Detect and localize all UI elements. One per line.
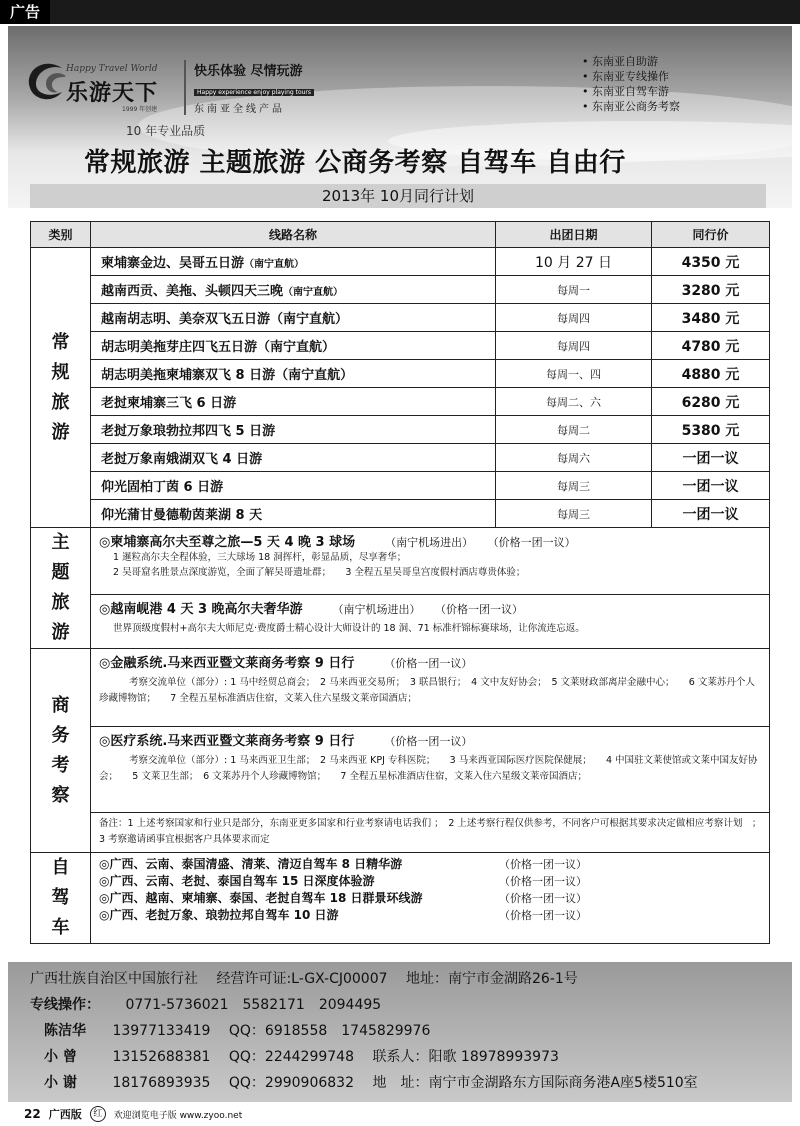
table-row: [31, 500, 770, 528]
table-row: [31, 388, 770, 416]
route-date: 每周二: [496, 416, 652, 444]
header-route: 线路名称: [91, 222, 496, 248]
contact-name: 陈洁华: [44, 1023, 86, 1039]
company-address: 地址：南宁市金湖路26-1号: [405, 971, 578, 987]
route-date: 10 月 27 日: [496, 248, 652, 276]
route-date: 每周四: [496, 304, 652, 332]
table-row: [31, 416, 770, 444]
category-regular: [31, 248, 91, 528]
self-drive-item: ◎广西、越南、柬埔寨、泰国、老挝自驾车 18 日群景环线游 （价格一团一议）: [99, 891, 587, 905]
business-block: [91, 649, 770, 727]
route-price: 一团一议: [652, 500, 770, 528]
business-row: [31, 727, 770, 813]
service-item: • 东南亚公商务考察: [582, 99, 680, 114]
route-name: 老挝万象琅勃拉邦四飞 5 日游: [91, 416, 496, 444]
slogan-sub: 东南亚全线产品: [194, 104, 285, 115]
company-name: 广西壮族自治区中国旅行社: [30, 971, 198, 987]
route-date: 每周三: [496, 472, 652, 500]
route-date: 每周三: [496, 500, 652, 528]
theme-detail: 1 暹粒高尔夫全程体验，三大球场 18 洞挥杆，彰显品质，尽享奢华；: [113, 552, 407, 563]
ad-tag-bar: [0, 0, 800, 24]
business-block: [91, 727, 770, 813]
service-item: • 东南亚自驾车游: [582, 84, 680, 99]
route-date: 每周一: [496, 276, 652, 304]
header-date: 出团日期: [496, 222, 652, 248]
business-title: ◎医疗系统.马来西亚暨文莱商务考察 9 日行 （价格一团一议）: [99, 734, 473, 749]
magazine-edition: 广西版: [48, 1108, 82, 1121]
contact-line: [30, 1018, 770, 1044]
category-label: 自 驾 车: [51, 857, 70, 938]
logo-founded: 1999 年创建: [122, 106, 158, 113]
table-row: [31, 444, 770, 472]
contact-line: [30, 1044, 770, 1070]
self-drive-item: ◎广西、云南、老挝、泰国自驾车 15 日深度体验游 （价格一团一议）: [99, 874, 587, 888]
category-self-drive: [31, 853, 91, 944]
route-date: 每周四: [496, 332, 652, 360]
logo: [22, 56, 192, 116]
route-name: 柬埔寨金边、吴哥五日游（南宁直航）: [91, 248, 496, 276]
category-label: 主 题 旅 游: [51, 532, 70, 643]
route-name: 越南胡志明、美奈双飞五日游（南宁直航）: [91, 304, 496, 332]
table-row: [31, 248, 770, 276]
route-price: 4780 元: [652, 332, 770, 360]
page-number: 22: [24, 1107, 41, 1121]
contact-phone: 18176893935: [112, 1075, 211, 1091]
route-price: 6280 元: [652, 388, 770, 416]
route-price: 4350 元: [652, 248, 770, 276]
page-footer: [24, 1106, 242, 1122]
category-theme: [31, 528, 91, 649]
contact-qq: QQ：2990906832: [228, 1075, 355, 1091]
theme-row: [31, 528, 770, 595]
theme-title: ◎柬埔寨高尔夫至尊之旅—5 天 4 晚 3 球场 （南宁机场进出） （价格一团一议）: [99, 535, 576, 550]
table-row: [31, 360, 770, 388]
route-name: 胡志明美拖芽庄四飞五日游（南宁直航）: [91, 332, 496, 360]
table-row: [31, 472, 770, 500]
table-header-row: [31, 222, 770, 248]
route-price: 4880 元: [652, 360, 770, 388]
business-note: [91, 813, 770, 853]
slogan: [184, 60, 314, 115]
website: 欢迎浏览电子版 www.zyoo.net: [113, 1110, 243, 1121]
theme-title: ◎越南岘港 4 天 3 晚高尔夫奢华游 （南宁机场进出） （价格一团一议）: [99, 601, 524, 617]
self-drive-item: ◎广西、云南、泰国清盛、清莱、清迈自驾车 8 日精华游 （价格一团一议）: [99, 857, 587, 871]
plan-title: 2013年 10月同行计划: [30, 184, 766, 208]
note-text: 备注：1 上述考察国家和行业只是部分，东南亚更多国家和行业考察请电话我们 ； 2 上述考察行程仅供参考，不同客户可根据其要求决定做相应考察计划 ； 3 考察邀请函事宜根据客户具体要求而定: [99, 818, 767, 845]
contact-qq: QQ：6918558 1745829976: [228, 1023, 431, 1039]
hotline-label: 专线操作：: [30, 997, 93, 1013]
contact-phone: 13152688381: [112, 1049, 211, 1065]
route-date: 每周二、六: [496, 388, 652, 416]
theme-block: [91, 528, 770, 595]
contact-phone: 13977133419: [112, 1023, 211, 1039]
route-price: 一团一议: [652, 444, 770, 472]
contact-line: [30, 1070, 770, 1096]
headline: 常规旅游 主题旅游 公商务考察 自驾车 自由行: [84, 148, 626, 178]
logo-chinese: 乐游天下: [66, 81, 159, 106]
route-date: 每周一、四: [496, 360, 652, 388]
service-list: [582, 54, 680, 114]
service-item: • 东南亚自助游: [582, 54, 680, 69]
business-title: ◎金融系统.马来西亚暨文莱商务考察 9 日行 （价格一团一议）: [99, 656, 473, 671]
swirl-logo-icon: [22, 56, 72, 106]
route-price: 一团一议: [652, 472, 770, 500]
service-item: • 东南亚专线操作: [582, 69, 680, 84]
contact-name: 小 谢: [44, 1075, 77, 1091]
route-name: 胡志明美拖柬埔寨双飞 8 日游（南宁直航）: [91, 360, 496, 388]
route-name: 越南西贡、美拖、头顿四天三晚（南宁直航）: [91, 276, 496, 304]
table-row: [31, 276, 770, 304]
license: 经营许可证:L-GX-CJ00007: [216, 971, 388, 987]
route-name: 老挝万象南娥湖双飞 4 日游: [91, 444, 496, 472]
category-business: [31, 649, 91, 853]
tour-table: [30, 221, 770, 944]
header-banner: [8, 26, 792, 208]
magazine-badge-icon: 红: [90, 1106, 106, 1122]
slogan-main: 快乐体验 尽情玩游: [194, 64, 303, 79]
hotline-numbers: 0771-5736021 5582171 2094495: [125, 997, 382, 1013]
hotline-line: [30, 992, 770, 1018]
business-detail: 考察交流单位（部分）: 1 马中经贸总商会； 2 马来西亚交易所； 3 联昌银行； 4 文中友好协会； 5 文莱财政部离岸金融中心； 6 文莱苏丹个人珍藏博物馆； 7 全程五星标准酒店住宿，文莱入住六星级文莱帝国酒店；: [99, 677, 755, 704]
contact-footer: [8, 962, 792, 1102]
slogan-english: Happy experience enjoy playing tours: [194, 89, 314, 96]
contact-extra: 地 址：南宁市金湖路东方国际商务港A座5楼510室: [372, 1075, 698, 1091]
route-date: 每周六: [496, 444, 652, 472]
theme-block: [91, 594, 770, 648]
business-detail: 考察交流单位（部分）: 1 马来西亚卫生部； 2 马来西亚 KPJ 专科医院； 3 马来西亚国际医疗医院保健展； 4 中国驻文莱使馆或文莱中国友好协会； 5 文莱卫生部； 6 文莱苏丹个人珍藏博物馆； 7 全程五星标准酒店住宿，文莱入住六星级文莱帝国酒店；: [99, 755, 758, 782]
table-row: [31, 304, 770, 332]
tagline: 10 年专业品质: [126, 124, 206, 138]
contact-extra: 联系人：阳歌 18978993973: [372, 1049, 559, 1065]
route-name: 仰光固柏丁茵 6 日游: [91, 472, 496, 500]
route-price: 3280 元: [652, 276, 770, 304]
company-line: [30, 966, 770, 992]
self-drive-item: ◎广西、老挝万象、琅勃拉邦自驾车 10 日游 （价格一团一议）: [99, 908, 587, 922]
route-name: 仰光蒲甘曼德勒茵莱湖 8 天: [91, 500, 496, 528]
route-price: 3480 元: [652, 304, 770, 332]
category-label: 商 务 考 察: [51, 694, 70, 806]
theme-row: [31, 594, 770, 648]
category-label: 常 规 旅 游: [51, 331, 70, 443]
self-drive-block: [91, 853, 770, 944]
ad-tag: 广告: [0, 0, 50, 24]
table-row: [31, 332, 770, 360]
self-drive-row: [31, 853, 770, 944]
business-note-row: [31, 813, 770, 853]
contact-qq: QQ：2244299748: [228, 1049, 355, 1065]
contact-name: 小 曾: [44, 1049, 77, 1065]
theme-detail: 世界顶级度假村+高尔夫大师尼克·费度爵士精心设计大师设计的 18 洞、71 标准杆锦标赛球场，让你流连忘返。: [113, 622, 585, 634]
route-price: 5380 元: [652, 416, 770, 444]
header-category: 类别: [31, 222, 91, 248]
route-name: 老挝柬埔寨三飞 6 日游: [91, 388, 496, 416]
header-price: 同行价: [652, 222, 770, 248]
business-row: [31, 649, 770, 727]
theme-detail: 2 吴哥窟名胜景点深度游览，全面了解吴哥遗址群； 3 全程五星吴哥皇宫度假村酒店尊贵体验；: [113, 567, 526, 578]
logo-english: Happy Travel World: [66, 64, 158, 74]
